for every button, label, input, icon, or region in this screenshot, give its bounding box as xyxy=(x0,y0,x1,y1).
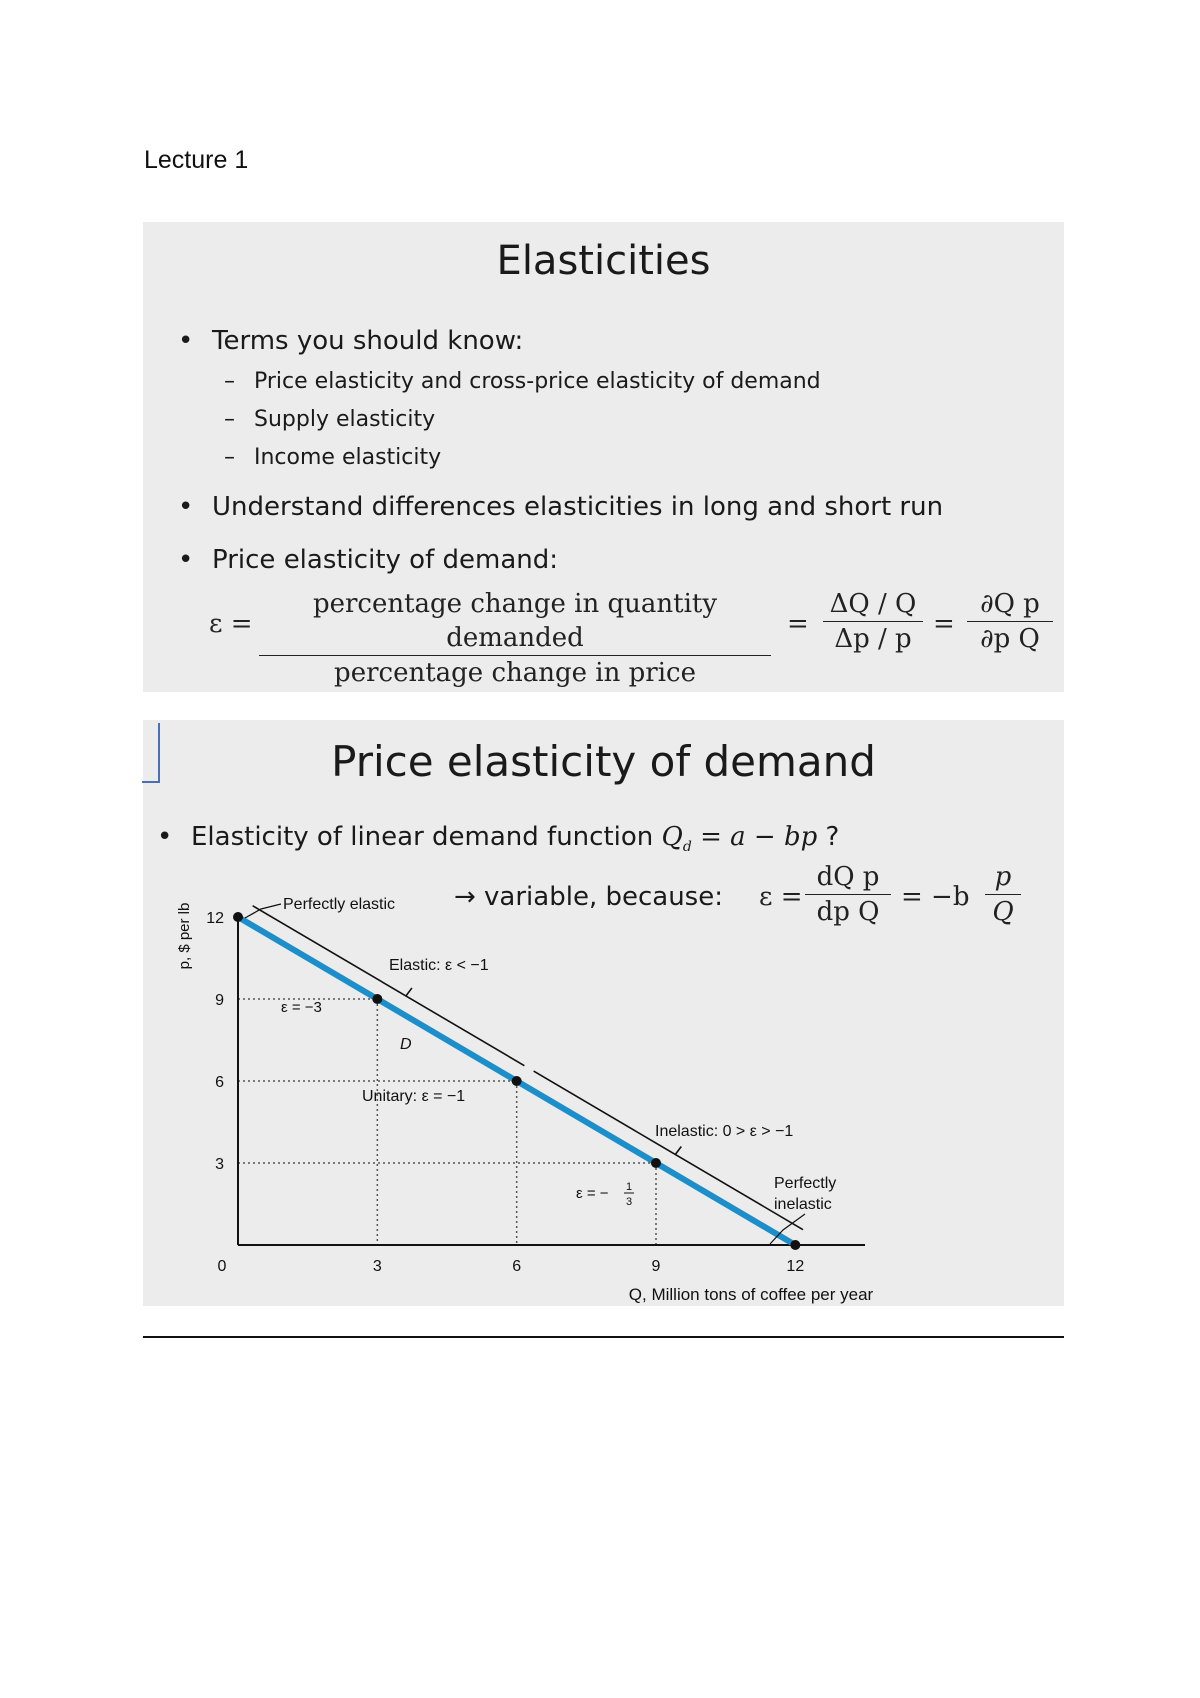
label-unitary: Unitary: ε = −1 xyxy=(362,1088,466,1105)
curve-point xyxy=(233,912,243,922)
sub-item: – Price elasticity and cross-price elasticity of demand xyxy=(224,369,821,394)
brace-tip-inelastic xyxy=(675,1146,681,1154)
label-perfectly-elastic: Perfectly elastic xyxy=(283,896,396,913)
label-perfectly-inelastic-2: inelastic xyxy=(774,1196,832,1213)
label-inelastic: Inelastic: 0 > ε > −1 xyxy=(655,1123,794,1140)
sub-item: – Supply elasticity xyxy=(224,407,436,432)
slide-title: Elasticities xyxy=(496,238,711,284)
bullet-long-short-run: • Understand differences elasticities in long and short run xyxy=(178,492,944,522)
page-heading: Lecture 1 xyxy=(144,146,249,174)
curve-point xyxy=(512,1076,522,1086)
bullet-price-elasticity: • Price elasticity of demand: xyxy=(178,545,558,575)
y-tick-label: 3 xyxy=(215,1156,224,1173)
brace-tip-elastic xyxy=(406,988,412,996)
curve-point xyxy=(790,1240,800,1250)
bullet-terms: • Terms you should know: xyxy=(178,326,524,356)
label-eps-minus-third: ε = − xyxy=(576,1185,609,1202)
bullet-linear-demand: • Elasticity of linear demand function $Q_d = a$ − bp ? xyxy=(157,822,840,856)
slide-elasticities xyxy=(143,222,1064,692)
third-den: 3 xyxy=(626,1196,633,1208)
slide-title: Price elasticity of demand xyxy=(331,737,876,786)
elasticity-formula: ε = percentage change in quantity demanded percentage change in price = $\frac{\Delta Q / Q}{\Delta p / p}$ = $\frac{\text{∂Q p}}{\text{∂p Q}}$ xyxy=(209,587,1059,677)
x-tick-label: 9 xyxy=(651,1258,661,1275)
y-axis-label: p, $ per lb xyxy=(176,902,193,970)
y-tick-label: 9 xyxy=(215,992,224,1009)
x-tick-label: 0 xyxy=(217,1258,227,1275)
sub-item: – Income elasticity xyxy=(224,445,442,470)
curve-point xyxy=(372,994,382,1004)
brace-elastic xyxy=(253,906,525,1066)
demand-chart xyxy=(143,720,1064,1306)
x-tick-label: 3 xyxy=(372,1258,382,1275)
y-tick-label: 6 xyxy=(215,1074,224,1091)
slide-price-elasticity xyxy=(143,720,1064,1306)
label-perfectly-inelastic: Perfectly xyxy=(774,1175,837,1192)
curve-label: D xyxy=(400,1036,412,1053)
page-rule xyxy=(143,1336,1064,1338)
curve-point xyxy=(651,1158,661,1168)
x-tick-label: 6 xyxy=(512,1258,522,1275)
x-axis-label: Q, Million tons of coffee per year xyxy=(628,1285,874,1304)
label-elastic: Elastic: ε < −1 xyxy=(389,957,489,974)
y-tick-label: 12 xyxy=(206,910,224,927)
brace-inelastic xyxy=(534,1071,803,1230)
arrow-text: → variable, because: xyxy=(454,882,723,912)
derivative-formula: ε = $\frac{\text{dQ p}}{\text{dp Q}}$ = −b $\frac{p}{Q}$ xyxy=(759,860,1059,944)
third-num: 1 xyxy=(626,1181,633,1193)
label-eps-minus-3: ε = −3 xyxy=(281,999,322,1016)
x-tick-label: 12 xyxy=(786,1258,805,1275)
